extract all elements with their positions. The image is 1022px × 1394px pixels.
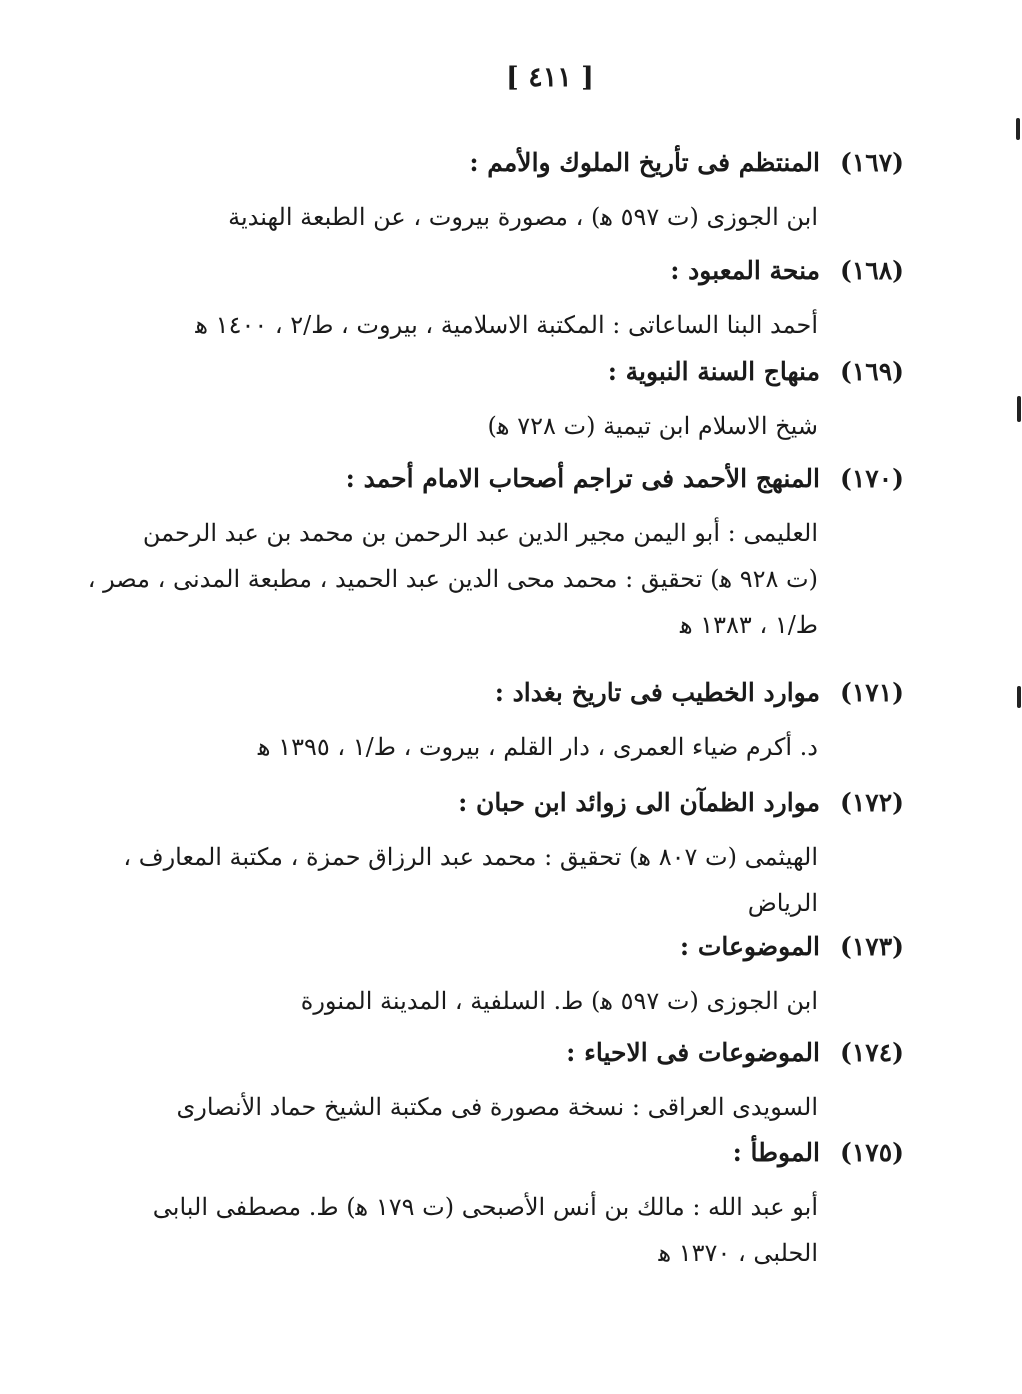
bibliography-entry [164, 678, 904, 770]
entry-heading [164, 932, 904, 978]
bibliography-entry [164, 1038, 904, 1130]
entry-details [123, 834, 818, 926]
entry-detail-line: الهيثمى (ت ٨٠٧ ﻫ) تحقيق : محمد عبد الرزاق حمزة ، مكتبة المعارف ، [123, 843, 818, 871]
bibliography-entry [164, 148, 904, 240]
entry-detail-line: الحلبى ، ١٣٧٠ ﻫ [658, 1239, 818, 1267]
entry-number: (١٧٤) [840, 1038, 904, 1067]
entry-detail-line: شيخ الاسلام ابن تيمية (ت ٧٢٨ ﻫ) [487, 412, 818, 440]
entry-title: الموطأ : [732, 1138, 820, 1167]
scan-edge-mark [1017, 686, 1021, 708]
entry-number: (١٦٨) [840, 256, 904, 285]
entry-detail-line: أبو عبد الله : مالك بن أنس الأصبحى (ت ١٧٩ ﻫ) ط. مصطفى البابى [152, 1193, 818, 1221]
entry-detail-line: د. أكرم ضياء العمرى ، دار القلم ، بيروت ، ط/١ ، ١٣٩٥ ﻫ [257, 733, 818, 761]
entry-heading [164, 357, 904, 403]
scan-edge-mark [1016, 118, 1020, 140]
entry-title: موارد الخطيب فى تاريخ بغداد : [494, 678, 820, 707]
entry-number: (١٦٩) [840, 357, 904, 386]
entry-title: الموضوعات : [679, 932, 820, 961]
entry-number: (١٧٠) [840, 464, 904, 493]
entry-details [87, 510, 818, 648]
entry-details [152, 1184, 818, 1276]
entry-title: الموضوعات فى الاحياء : [566, 1038, 820, 1067]
entry-details [164, 724, 818, 770]
entry-number: (١٧٥) [840, 1138, 904, 1167]
bibliography-entry [164, 357, 904, 449]
entry-title: منهاج السنة النبوية : [607, 357, 820, 386]
bibliography-entry [87, 464, 904, 648]
entry-detail-line: ابن الجوزى (ت ٥٩٧ ﻫ) ط. السلفية ، المدينة المنورة [300, 987, 818, 1015]
entry-heading [164, 148, 904, 194]
entry-title: موارد الظمآن الى زوائد ابن حبان : [458, 788, 820, 817]
entry-detail-line: السويدى العراقى : نسخة مصورة فى مكتبة الشيخ حماد الأنصارى [176, 1093, 818, 1121]
entry-detail-line: أحمد البنا الساعاتى : المكتبة الاسلامية ، بيروت ، ط/٢ ، ١٤٠٠ ﻫ [195, 311, 818, 339]
entry-number: (١٧١) [840, 678, 904, 707]
entry-heading [164, 1038, 904, 1084]
bibliography-entry [164, 932, 904, 1024]
entry-title: المنتظم فى تأريخ الملوك والأمم : [469, 148, 820, 177]
entry-details [164, 302, 818, 348]
entry-details [164, 403, 818, 449]
bibliography-entry [123, 788, 904, 926]
bibliography-entry [152, 1138, 904, 1276]
entry-heading [164, 1138, 904, 1184]
entry-title: المنهج الأحمد فى تراجم أصحاب الامام أحمد : [345, 464, 820, 493]
entry-title: منحة المعبود : [670, 256, 820, 285]
entry-heading [164, 788, 904, 834]
entry-detail-line: الرياض [747, 889, 818, 917]
scan-edge-mark [1017, 396, 1021, 422]
entry-details [164, 194, 818, 240]
entry-detail-line: العليمى : أبو اليمن مجير الدين عبد الرحمن بن محمد بن عبد الرحمن [142, 519, 818, 547]
entry-number: (١٧٣) [840, 932, 904, 961]
page-number: [ ٤١١ ] [506, 62, 594, 93]
entry-number: (١٧٢) [840, 788, 904, 817]
entry-heading [164, 678, 904, 724]
entry-heading [164, 256, 904, 302]
entry-details [164, 978, 818, 1024]
entry-detail-line: ط/١ ، ١٣٨٣ ﻫ [679, 611, 818, 639]
entry-detail-line: (ت ٩٢٨ ﻫ) تحقيق : محمد محى الدين عبد الحميد ، مطبعة المدنى ، مصر ، [87, 565, 818, 593]
entry-number: (١٦٧) [840, 148, 904, 177]
entry-details [164, 1084, 818, 1130]
bibliography-entry [164, 256, 904, 348]
entry-detail-line: ابن الجوزى (ت ٥٩٧ ﻫ) ، مصورة بيروت ، عن الطبعة الهندية [228, 203, 818, 231]
entry-heading [164, 464, 904, 510]
